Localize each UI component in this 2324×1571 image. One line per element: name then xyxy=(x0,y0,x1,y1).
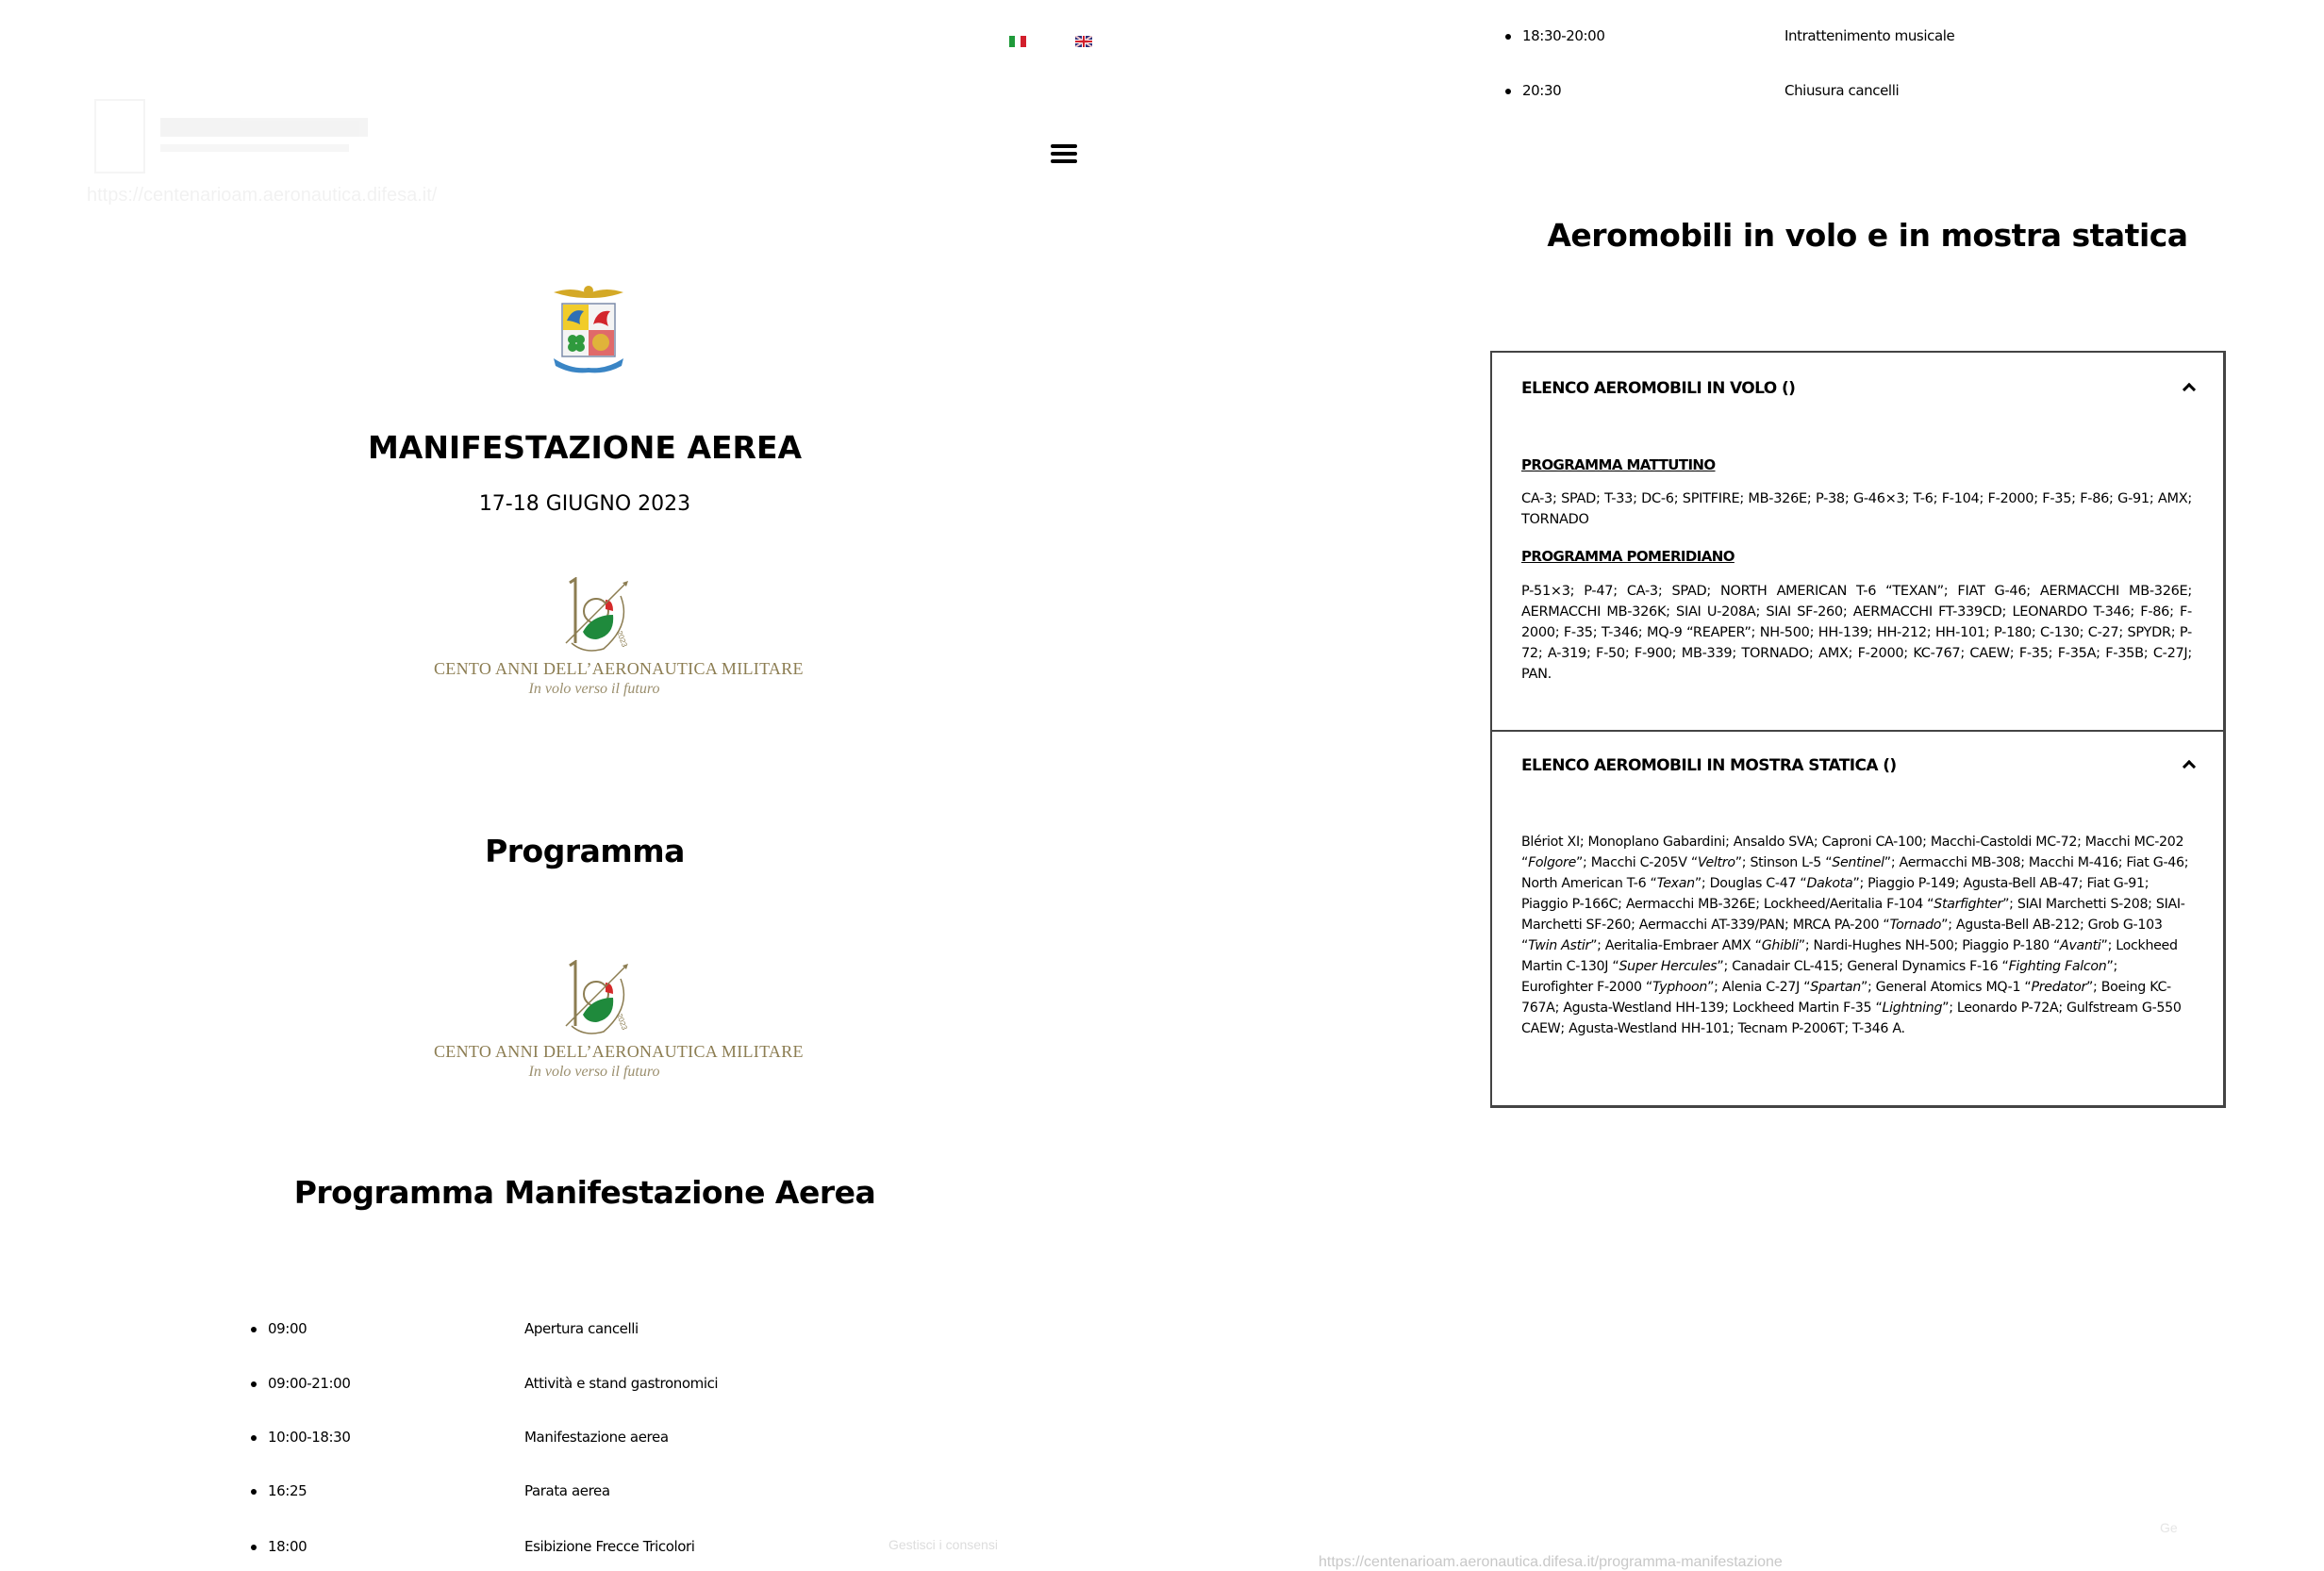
schedule-activity: Chiusura cancelli xyxy=(1784,82,1900,99)
programma-heading: Programma xyxy=(485,833,685,869)
aircraft-list-text: ”; Macchi C-205V “ xyxy=(1576,855,1698,870)
bullet-icon xyxy=(251,1545,257,1550)
centenary-tagline: In volo verso il futuro xyxy=(528,681,660,697)
aircraft-nickname: Folgore xyxy=(1528,855,1576,870)
aircraft-nickname: Sentinel xyxy=(1832,855,1884,870)
aircraft-list-text: ”; Boeing KC-767A; Agusta-Westland HH-139; Lockheed Martin F-35 “ xyxy=(1521,980,2171,1016)
manage-consent-link[interactable]: Gestisci i consensi xyxy=(888,1537,998,1552)
page-url-ghost: https://centenarioam.aeronautica.difesa.it/programma-manifestazione xyxy=(1319,1554,1783,1570)
schedule-time: 20:30 xyxy=(1522,82,1562,99)
section-text-mattutino: CA-3; SPAD; T-33; DC-6; SPITFIRE; MB-326E; P-38; G-46×3; T-6; F-104; F-2000; F-35; F-86; G-91; AMX; TORNADO xyxy=(1521,491,2192,527)
section-heading-pomeridiano: PROGRAMMA POMERIDIANO xyxy=(1521,548,1735,565)
aircraft-nickname: Typhoon xyxy=(1652,980,1708,995)
aeronautica-crest-icon xyxy=(552,283,625,374)
aircraft-list-text: ”; Nardi-Hughes NH-500; Piaggio P-180 “ xyxy=(1798,938,2061,953)
chevron-up-icon[interactable] xyxy=(2182,381,2195,390)
aircraft-nickname: Texan xyxy=(1656,876,1695,891)
aircraft-list-text: ”; Lockheed Martin C-130J “ xyxy=(1521,938,2178,974)
schedule-time: 09:00 xyxy=(268,1320,307,1337)
schedule-activity: Intrattenimento musicale xyxy=(1784,27,1955,44)
logo-url-ghost: https://centenarioam.aeronautica.difesa.it/ xyxy=(87,185,438,206)
aircraft-nickname: Lightning xyxy=(1882,1000,1943,1016)
schedule-item xyxy=(251,1320,911,1339)
bullet-icon xyxy=(251,1435,257,1441)
aircraft-nickname: Ghibli xyxy=(1761,938,1799,953)
schedule-activity: Manifestazione aerea xyxy=(524,1429,669,1446)
schedule-item xyxy=(251,1375,911,1394)
flag-stripe-red xyxy=(1021,36,1026,47)
aircraft-nickname: Avanti xyxy=(2060,938,2101,953)
aircraft-list-text: ”; Stinson L-5 “ xyxy=(1735,855,1833,870)
aircraft-nickname: Starfighter xyxy=(1934,897,2003,912)
logo-crest-outline xyxy=(94,99,145,174)
aeromobili-heading: Aeromobili in volo e in mostra statica xyxy=(1547,217,2188,254)
aircraft-nickname: Dakota xyxy=(1806,876,1853,891)
aircraft-list-text: ”; Piaggio P-149; Agusta-Bell AB-47; Fiat G-91; Piaggio P-166C; Aermacchi MB-326E; Lockheed/Aeritalia F-104 “ xyxy=(1521,876,2150,912)
aircraft-list-text: ”; Aeritalia-Embraer AMX “ xyxy=(1590,938,1762,953)
centenary-emblem-icon xyxy=(538,960,651,1035)
centenary-emblem-icon xyxy=(538,577,651,653)
aircraft-nickname: Predator xyxy=(2031,980,2086,995)
logo-wordmark xyxy=(160,118,368,137)
schedule-item xyxy=(251,1429,911,1447)
accordion-header-mostra-statica[interactable] xyxy=(1521,756,2195,785)
italy-flag-icon[interactable] xyxy=(1009,36,1026,47)
aircraft-nickname: Spartan xyxy=(1810,980,1861,995)
aircraft-list-text: ”; Douglas C-47 “ xyxy=(1694,876,1807,891)
bullet-icon xyxy=(251,1327,257,1332)
aircraft-list-text: ”; Agusta-Bell AB-212; Grob G-103 “ xyxy=(1521,918,2163,953)
aircraft-list-text: ”; Aermacchi MB-308; Macchi M-416; Fiat G-46; North American T-6 “ xyxy=(1521,855,2189,891)
page-title: MANIFESTAZIONE AEREA xyxy=(367,429,803,466)
bullet-icon xyxy=(251,1489,257,1495)
centenary-caption: CENTO ANNI DELL’AERONAUTICA MILITARE xyxy=(434,659,804,678)
schedule-item xyxy=(251,1482,911,1501)
aircraft-list-text: ”; Alenia C-27J “ xyxy=(1707,980,1811,995)
aircraft-nickname: Super Hercules xyxy=(1618,959,1718,974)
uk-flag-icon[interactable] xyxy=(1075,36,1092,47)
aircraft-nickname: Fighting Falcon xyxy=(2008,959,2107,974)
hamburger-menu-icon[interactable] xyxy=(1051,143,1079,164)
schedule-time: 10:00-18:30 xyxy=(268,1429,351,1446)
aircraft-nickname: Veltro xyxy=(1697,855,1735,870)
aircraft-list-text: ”; Eurofighter F-2000 “ xyxy=(1521,959,2117,995)
aircraft-list-text: ”; Leonardo P-72A; Gulfstream G-550 CAEW; Agusta-Westland HH-101; Tecnam P-2006T; T-346 A. xyxy=(1521,1000,2182,1036)
aircraft-nickname: Twin Astir xyxy=(1528,938,1591,953)
bullet-icon xyxy=(1505,34,1511,40)
schedule-item xyxy=(251,1538,911,1557)
schedule-time: 16:25 xyxy=(268,1482,307,1499)
site-logo[interactable] xyxy=(85,90,387,179)
centenary-years: 2023 xyxy=(615,1012,629,1032)
centenary-years: 2023 xyxy=(615,629,629,649)
programma-manifestazione-heading: Programma Manifestazione Aerea xyxy=(293,1174,876,1211)
schedule-activity: Parata aerea xyxy=(524,1482,610,1499)
accordion-divider xyxy=(1492,730,2223,732)
aeromobili-accordion xyxy=(1490,351,2226,1108)
aircraft-list-text: ”; SIAI Marchetti S-208; SIAI-Marchetti SF-260; Aermacchi AT-339/PAN; MRCA PA-200 “ xyxy=(1521,897,2185,933)
section-heading-mattutino: PROGRAMMA MATTUTINO xyxy=(1521,456,1716,473)
schedule-time: 09:00-21:00 xyxy=(268,1375,351,1392)
aircraft-list-text: ”; Canadair CL-415; General Dynamics F-16 “ xyxy=(1717,959,2009,974)
menu-bar xyxy=(1051,152,1077,156)
schedule-item xyxy=(1505,27,2166,46)
flag-cross xyxy=(1083,36,1085,47)
schedule-activity: Apertura cancelli xyxy=(524,1320,639,1337)
schedule-time: 18:00 xyxy=(268,1538,307,1555)
menu-bar xyxy=(1051,159,1077,163)
aircraft-list-text: ”; General Atomics MQ-1 “ xyxy=(1860,980,2032,995)
centenary-tagline: In volo verso il futuro xyxy=(528,1064,660,1080)
bullet-icon xyxy=(251,1381,257,1387)
chevron-up-icon[interactable] xyxy=(2182,758,2195,768)
centenary-logo xyxy=(434,960,804,1081)
logo-subtitle xyxy=(160,144,349,152)
bullet-icon xyxy=(1505,89,1511,94)
corner-ghost-text: Ge xyxy=(2160,1520,2178,1535)
aircraft-list-text: Blériot XI; Monoplano Gabardini; Ansaldo SVA; Caproni CA-100; Macchi-Castoldi MC-72; Macchi MC-202 “ xyxy=(1521,835,2184,870)
schedule-activity: Esibizione Frecce Tricolori xyxy=(524,1538,695,1555)
accordion-title: ELENCO AEROMOBILI IN MOSTRA STATICA () xyxy=(1521,756,1897,775)
accordion-header-in-volo[interactable] xyxy=(1521,379,2195,407)
centenary-caption: CENTO ANNI DELL’AERONAUTICA MILITARE xyxy=(434,1042,804,1061)
section-text-pomeridiano: P-51×3; P-47; CA-3; SPAD; NORTH AMERICAN T-6 “TEXAN”; FIAT G-46; AERMACCHI MB-326E; AERMACCHI MB-326K; SIAI U-208A; SIAI SF-260; AERMACCHI FT-339CD; LEONARDO T-346; F-86; F-2000; F-35; T-346; MQ-9 “REAPER”; NH-500; HH-139; HH-212; HH-101; P-180; C-130; C-27; SPYDR; P-72; A-319; F-50; F-900; MB-339; TORNADO; AMX; F-2000; KC-767; CAEW; F-35; F-35A; F-35B; C-27J; PAN. xyxy=(1521,584,2192,682)
aircraft-nickname: Tornado xyxy=(1889,918,1942,933)
centenary-logo xyxy=(434,577,804,698)
menu-bar xyxy=(1051,144,1077,148)
schedule-activity: Attività e stand gastronomici xyxy=(524,1375,719,1392)
schedule-time: 18:30-20:00 xyxy=(1522,27,1605,44)
event-date: 17-18 GIUGNO 2023 xyxy=(478,492,691,516)
accordion-title: ELENCO AEROMOBILI IN VOLO () xyxy=(1521,379,1796,398)
schedule-item xyxy=(1505,82,2166,101)
static-aircraft-list xyxy=(1521,832,2192,1039)
